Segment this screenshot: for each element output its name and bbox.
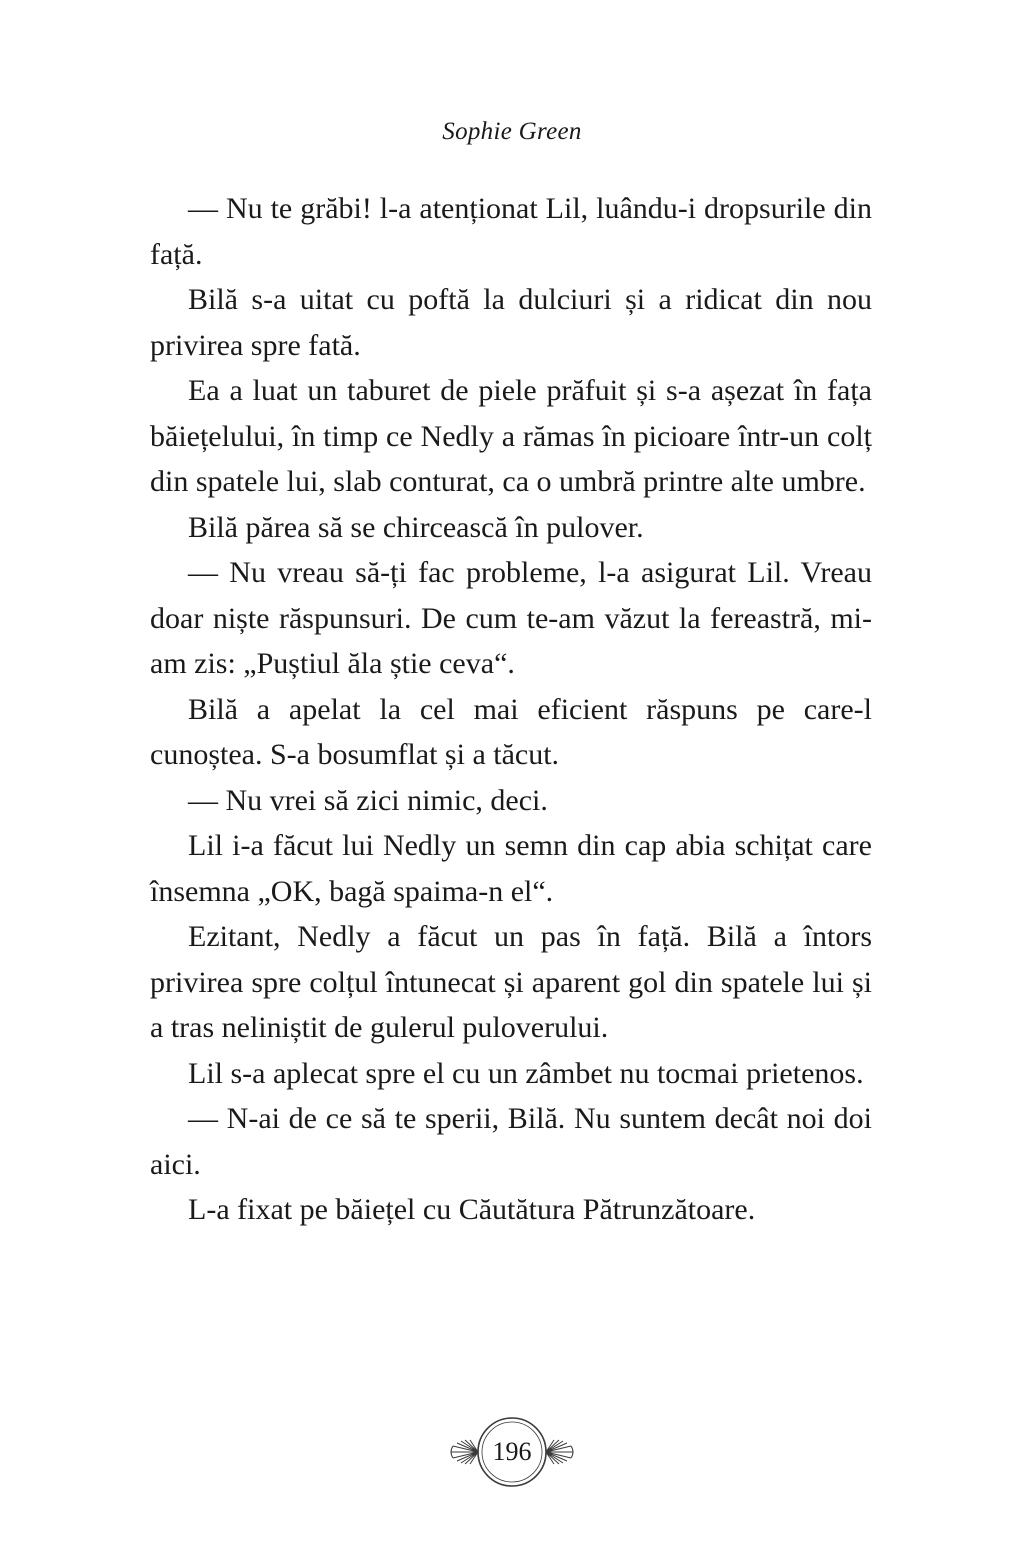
- paragraph: — Nu te grăbi! l-a atenționat Lil, luându-i dropsurile din față.: [150, 192, 872, 271]
- paragraph: Ea a luat un taburet de piele prăfuit și s-a așezat în fața băiețelului, în timp ce Nedly a rămas în picioare într-un colț din spatele lui, slab conturat, ca o umbră printre alte umbre.: [150, 374, 872, 498]
- paragraph: Bilă a apelat la cel mai eficient răspuns pe care-l cunoștea. S-a bosumflat și a tăcut.: [150, 692, 872, 771]
- paragraph: L-a fixat pe băiețel cu Căutătura Pătrunzătoare.: [188, 1193, 756, 1226]
- paragraph: Ezitant, Nedly a făcut un pas în față. Bilă a întors privirea spre colțul întunecat și aparent gol din spatele lui și a tras neliniștit de gulerul puloverului.: [150, 920, 872, 1044]
- paragraph: Bilă s-a uitat cu poftă la dulciuri și a ridicat din nou privirea spre fată.: [150, 283, 872, 362]
- running-head: Sophie Green: [442, 118, 582, 145]
- paragraph: Lil i-a făcut lui Nedly un semn din cap abia schițat care însemna „OK, bagă spaima-n el“.: [150, 829, 872, 908]
- paragraph: — N-ai de ce să te sperii, Bilă. Nu suntem decât noi doi aici.: [150, 1102, 872, 1181]
- page-folio: [445, 1416, 579, 1488]
- paragraph: Lil s-a aplecat spre el cu un zâmbet nu tocmai prietenos.: [188, 1056, 864, 1090]
- paragraph: — Nu vrei să zici nimic, deci.: [188, 783, 548, 817]
- paragraph: Bilă părea să se chircească în pulover.: [188, 510, 644, 544]
- body-text: [150, 186, 872, 1233]
- page-number: 196: [492, 1437, 532, 1466]
- paragraph: — Nu vreau să-ți fac probleme, l-a asigurat Lil. Vreau doar niște răspunsuri. De cum te-am văzut la fereastră, mi-am zis: „Puștiul ăla știe ceva“.: [150, 556, 872, 680]
